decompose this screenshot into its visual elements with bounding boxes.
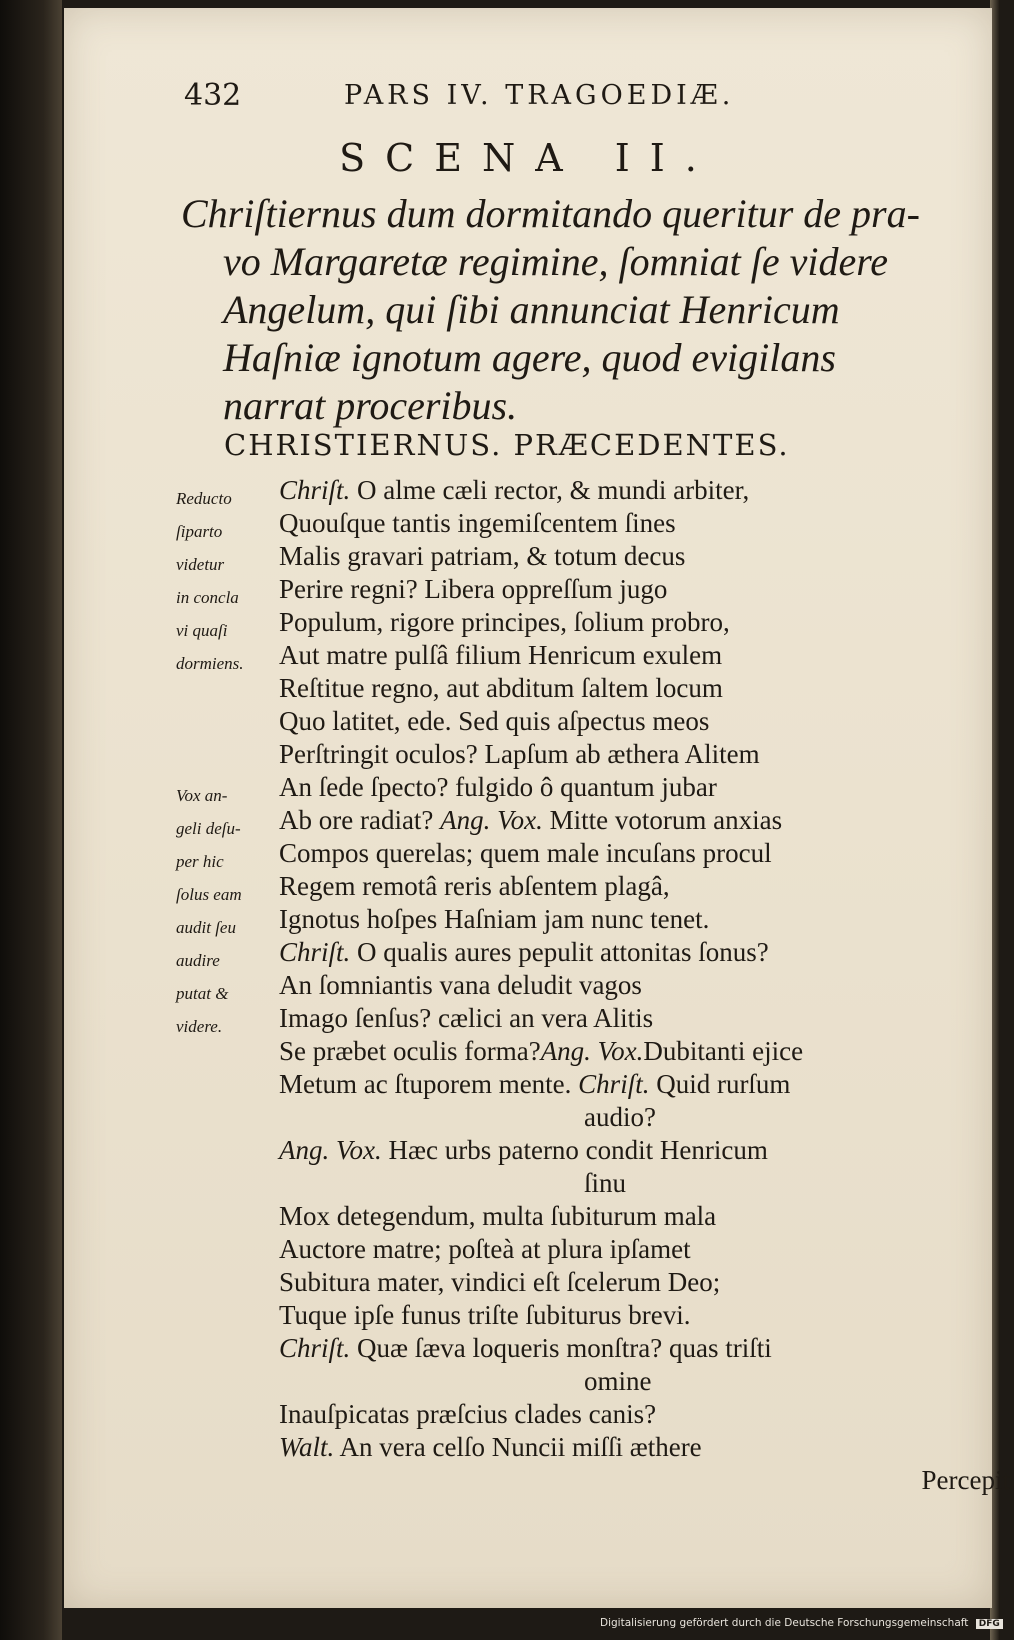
running-title: PARS IV. TRAGOEDIÆ.: [344, 80, 735, 111]
verse-text: Hæc urbs paterno condit Henricum: [381, 1135, 768, 1165]
verse-text: Quæ ſæva loqueris monſtra? quas triſti: [350, 1333, 772, 1363]
verse-text: omine: [584, 1366, 652, 1396]
margin-note: vi quaſi: [176, 621, 228, 640]
book-page: [64, 8, 1010, 1608]
dramatis-personae: CHRISTIERNUS. PRÆCEDENTES.: [224, 428, 790, 462]
verse-line: [279, 870, 1014, 903]
margin-note: videtur: [176, 555, 225, 574]
verse-line: [279, 1002, 1014, 1035]
verse-line: [279, 540, 1014, 573]
verse-text: Imago ſenſus? cælici an vera Alitis: [279, 1003, 654, 1033]
verse-line: [279, 1332, 1014, 1365]
margin-note: Vox an-: [176, 786, 228, 805]
verse-line: [279, 672, 1014, 705]
scene-argument: [181, 190, 1001, 430]
verse-line: [279, 1299, 1014, 1332]
margin-note: videre.: [176, 1017, 223, 1036]
margin-note: audire: [176, 951, 220, 970]
verse-text: Quid rurſum: [649, 1069, 791, 1099]
verse-text: Ignotus hoſpes Haſniam jam nunc tenet.: [279, 904, 710, 934]
verse-text: An ſomniantis vana deludit vagos: [279, 970, 642, 1000]
margin-note: in concla: [176, 588, 239, 607]
margin-note: Reducto: [176, 489, 232, 508]
margin-note: ſiparto: [176, 522, 223, 541]
verse-text: Metum ac ſtuporem mente.: [279, 1069, 579, 1099]
argument-line: Chriſtiernus dum dormitando queritur de pra-: [181, 191, 920, 236]
margin-note: [176, 680, 274, 713]
verse-text: Reſtitue regno, aut abditum ſaltem locum: [279, 673, 723, 703]
verse-text: ſinu: [584, 1168, 627, 1198]
verse-text: Auctore matre; poſteà at plura ipſamet: [279, 1234, 691, 1264]
verse-line: [279, 639, 1014, 672]
verse-line: [279, 606, 1014, 639]
verse-line: [279, 1167, 1014, 1200]
speaker-label: Ang. Vox.: [540, 1036, 644, 1066]
verse-text: O alme cæli rector, & mundi arbiter,: [350, 475, 750, 505]
margin-note: putat &: [176, 984, 229, 1003]
verse-text: Perire regni? Libera oppreſſum jugo: [279, 574, 668, 604]
verse-text: Se præbet oculis forma?: [279, 1036, 541, 1066]
verse-block: [279, 474, 1014, 1497]
digitization-footer: [600, 1617, 1003, 1635]
verse-text: Perſtringit oculos? Lapſum ab æthera Alitem: [279, 739, 760, 769]
verse-line: [279, 936, 1014, 969]
margin-note: [176, 746, 274, 779]
verse-text: audio?: [584, 1102, 656, 1132]
verse-line: [279, 705, 1014, 738]
verse-text: Compos querelas; quem male incuſans procul: [279, 838, 772, 868]
margin-note: [176, 713, 274, 746]
verse-line: [279, 738, 1014, 771]
scan-left-edge: [0, 0, 62, 1640]
argument-line: vo Margaretæ regimine, ſomniat ſe videre: [223, 239, 889, 284]
verse-line: [279, 474, 1014, 507]
verse-line: [279, 1365, 1014, 1398]
verse-text: Mox detegendum, multa ſubiturum mala: [279, 1201, 717, 1231]
speaker-label: Chriſt.: [279, 937, 351, 967]
speaker-label: Chriſt.: [279, 1333, 351, 1363]
verse-text: Inauſpicatas præſcius clades canis?: [279, 1399, 657, 1429]
speaker-label: Ang. Vox.: [440, 805, 543, 835]
speaker-label: Walt.: [279, 1432, 335, 1462]
verse-line: [279, 507, 1014, 540]
margin-note: dormiens.: [176, 654, 244, 673]
verse-text: Malis gravari patriam, & totum decus: [279, 541, 686, 571]
margin-note: geli deſu-: [176, 819, 241, 838]
verse-text: Tuque ipſe funus triſte ſubiturus brevi.: [279, 1300, 691, 1330]
verse-text: Mitte votorum anxias: [542, 805, 783, 835]
verse-text: An vera celſo Nuncii miſſi æthere: [334, 1432, 702, 1462]
verse-line: [279, 573, 1014, 606]
page-number: 432: [184, 78, 242, 113]
speaker-label: Chriſt.: [279, 475, 351, 505]
catchword: Percepit: [921, 1465, 1010, 1495]
verse-text: Quouſque tantis ingemiſcentem ſines: [279, 508, 676, 538]
argument-line: Angelum, qui ſibi annunciat Henricum: [223, 287, 840, 332]
verse-text: An ſede ſpecto? fulgido ô quantum jubar: [279, 772, 717, 802]
dfg-logo: DFG: [976, 1619, 1003, 1629]
scene-title: SCENA II.: [339, 136, 717, 180]
verse-line: [279, 1233, 1014, 1266]
verse-line: [279, 1068, 1014, 1101]
margin-note: per hic: [176, 852, 224, 871]
margin-note: ſolus eam: [176, 885, 242, 904]
verse-line: [279, 969, 1014, 1002]
footer-text: Digitalisierung gefördert durch die Deutsche Forschungsgemeinschaft: [600, 1617, 969, 1629]
margin-notes: [176, 482, 274, 1043]
speaker-label: Chriſt.: [578, 1069, 650, 1099]
verse-line: [279, 804, 1014, 837]
verse-text: Quo latitet, ede. Sed quis aſpectus meos: [279, 706, 710, 736]
verse-text: Populum, rigore principes, ſolium probro,: [279, 607, 730, 637]
verse-line: [279, 1035, 1014, 1068]
verse-line: [279, 1200, 1014, 1233]
verse-text: Dubitanti ejice: [643, 1036, 804, 1066]
verse-line: [279, 771, 1014, 804]
verse-line: [279, 903, 1014, 936]
verse-text: Subitura mater, vindici eſt ſcelerum Deo;: [279, 1267, 721, 1297]
verse-line: [279, 1431, 1014, 1464]
verse-line: [279, 1134, 1014, 1167]
argument-line: Haſniæ ignotum agere, quod evigilans: [223, 335, 836, 380]
verse-line: [279, 837, 1014, 870]
argument-line: narrat proceribus.: [223, 383, 518, 428]
verse-line: [279, 1101, 1014, 1134]
speaker-label: Ang. Vox.: [279, 1135, 382, 1165]
verse-text: O qualis aures pepulit attonitas ſonus?: [350, 937, 769, 967]
verse-text: Aut matre pulſâ filium Henricum exulem: [279, 640, 723, 670]
verse-text: Regem remotâ reris abſentem plagâ,: [279, 871, 670, 901]
margin-note: audit ſeu: [176, 918, 236, 937]
verse-line: [279, 1266, 1014, 1299]
verse-line: [279, 1398, 1014, 1431]
verse-text: Ab ore radiat?: [279, 805, 441, 835]
